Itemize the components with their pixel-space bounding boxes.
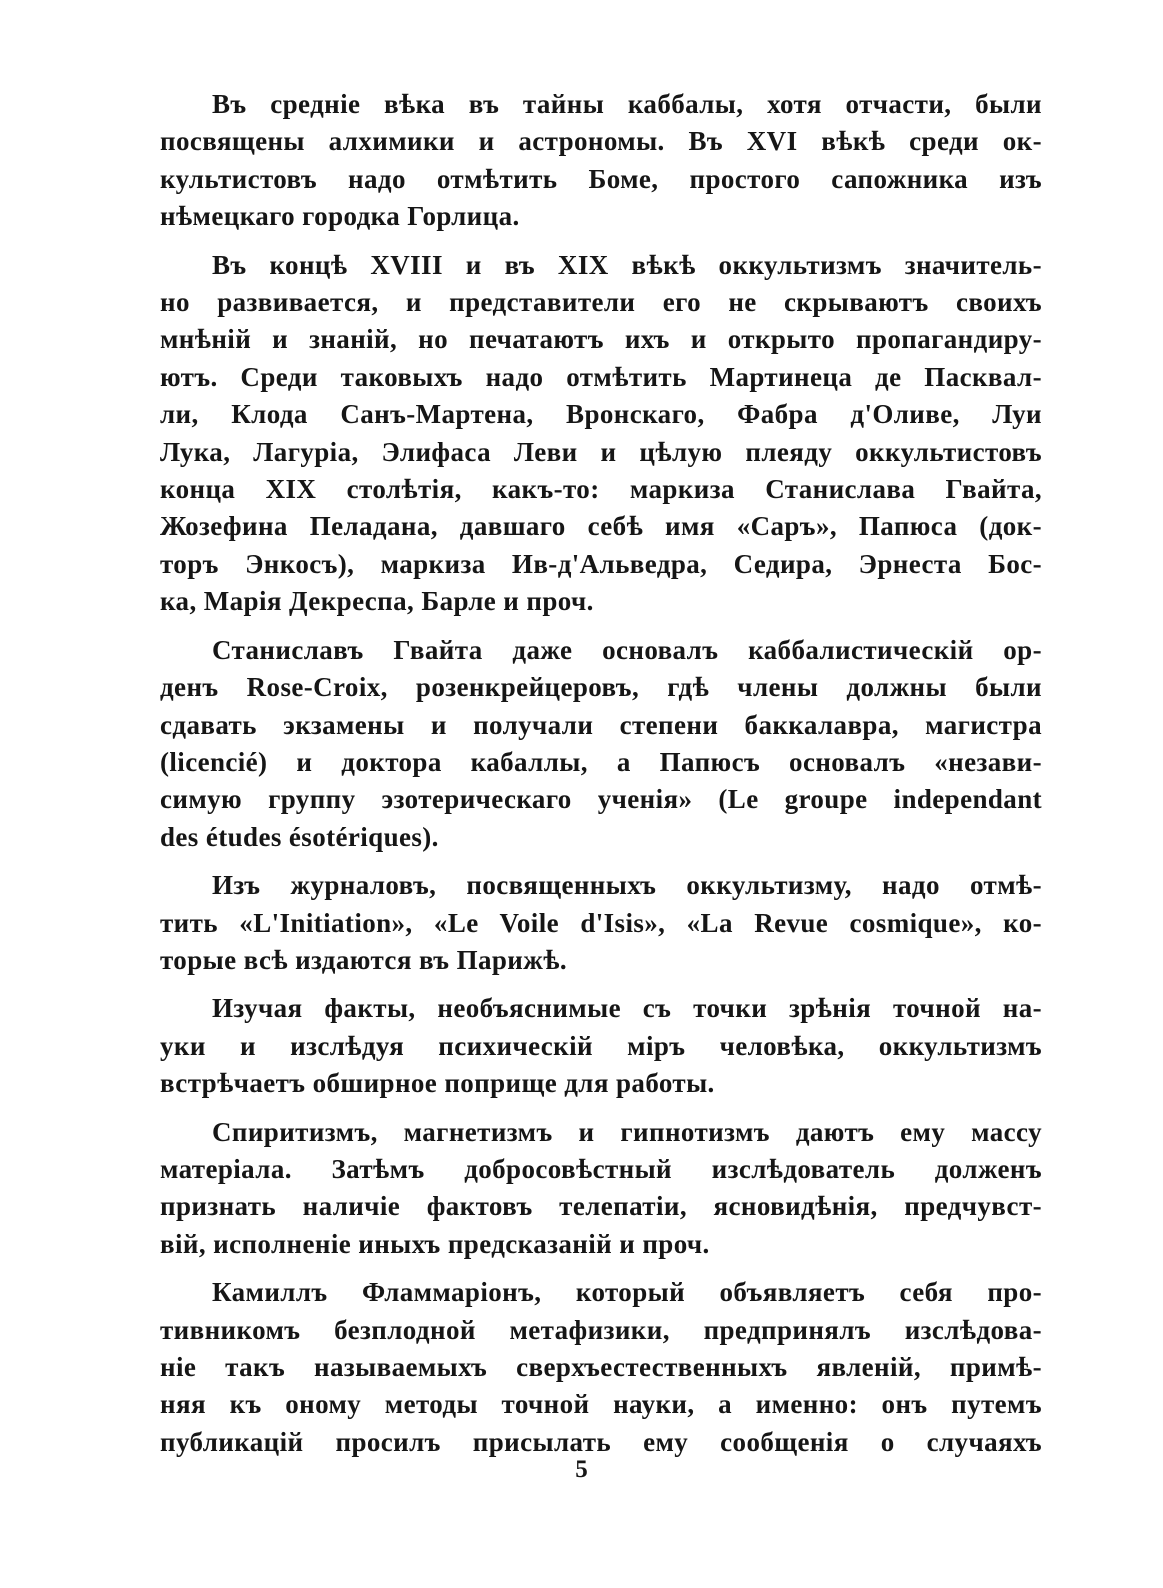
text-body bbox=[160, 86, 1042, 1472]
paragraph-2 bbox=[160, 247, 1042, 621]
text-line: тить «L'Initiation», «Le Voile d'Isis», «La Revue cosmique», ко- bbox=[160, 907, 1042, 938]
paragraph-7 bbox=[160, 1274, 1042, 1461]
paragraph-5 bbox=[160, 990, 1042, 1102]
text-line: ли, Клода Санъ-Мартена, Вронскаго, Фабра д'Оливе, Луи bbox=[160, 399, 1042, 430]
text-line: торъ Энкосъ), маркиза Ив-д'Альведра, Седира, Эрнеста Бос- bbox=[160, 548, 1042, 579]
text-line: уки и изслѣдуя психическій міръ человѣка, оккультизмъ bbox=[160, 1030, 1042, 1061]
text-line: культистовъ надо отмѣтить Боме, простого сапожника изъ bbox=[160, 163, 1042, 194]
text-line: матеріала. Затѣмъ добросовѣстный изслѣдователь долженъ bbox=[160, 1153, 1042, 1184]
paragraph-4 bbox=[160, 867, 1042, 979]
text-line: des études ésotériques). bbox=[160, 821, 439, 852]
text-line: конца XIX столѣтія, какъ-то: маркиза Станислава Гвайта, bbox=[160, 474, 1042, 505]
text-line: тивникомъ безплодной метафизики, предпринялъ изслѣдова- bbox=[160, 1314, 1042, 1345]
text-line: вій, исполненіе иныхъ предсказаній и проч. bbox=[160, 1228, 710, 1259]
text-line: мнѣній и знаній, но печатаютъ ихъ и открыто пропагандиру- bbox=[160, 324, 1042, 355]
text-line: ка, Марія Декреспа, Барле и проч. bbox=[160, 586, 594, 617]
text-line: публикацій просилъ присылать ему сообщенія о случаяхъ bbox=[160, 1426, 1042, 1457]
text-line: Въ концѣ XVIII и въ XIX вѣкѣ оккультизмъ значитель- bbox=[212, 249, 1042, 280]
paragraph-6 bbox=[160, 1114, 1042, 1264]
text-line: Изъ журналовъ, посвященныхъ оккультизму, надо отмѣ- bbox=[212, 870, 1042, 901]
text-line: Въ средніе вѣка въ тайны каббалы, хотя отчасти, были bbox=[212, 89, 1042, 119]
text-line: нѣмецкаго городка Горлица. bbox=[160, 201, 520, 232]
text-line: ніе такъ называемыхъ сверхъестественныхъ явленій, примѣ- bbox=[160, 1352, 1042, 1382]
text-line: Лука, Лагуріа, Элифаса Леви и цѣлую плеяду оккультистовъ bbox=[160, 436, 1042, 467]
text-line: Жозефина Пеладана, давшаго себѣ имя «Саръ», Папюса (док- bbox=[160, 511, 1042, 542]
text-line: симую группу эзотерическаго ученія» (Le groupe independant bbox=[160, 784, 1042, 815]
text-line: торые всѣ издаются въ Парижѣ. bbox=[160, 944, 567, 975]
page-number: 5 bbox=[575, 1456, 588, 1483]
text-line: ютъ. Среди таковыхъ надо отмѣтить Мартинеца де Пасквал- bbox=[160, 361, 1042, 392]
text-line: встрѣчаетъ обширное поприще для работы. bbox=[160, 1068, 715, 1099]
paragraph-1 bbox=[160, 86, 1042, 236]
text-line: посвящены алхимики и астрономы. Въ XVI вѣкѣ среди ок- bbox=[160, 126, 1042, 157]
text-line: Изучая факты, необъяснимые съ точки зрѣнія точной на- bbox=[212, 993, 1042, 1024]
text-line: Станиславъ Гвайта даже основалъ каббалистическій ор- bbox=[212, 634, 1042, 665]
text-line: но развивается, и представители его не скрываютъ своихъ bbox=[160, 287, 1042, 318]
text-line: денъ Rose-Croix, розенкрейцеровъ, гдѣ члены должны были bbox=[160, 672, 1042, 703]
text-line: признать наличіе фактовъ телепатіи, ясновидѣнія, предчувст- bbox=[160, 1191, 1042, 1222]
paragraph-3 bbox=[160, 632, 1042, 856]
text-line: (licencié) и доктора кабаллы, а Папюсъ основалъ «незави- bbox=[160, 746, 1042, 777]
text-line: няя къ оному методы точной науки, а именно: онъ путемъ bbox=[160, 1389, 1042, 1420]
text-line: Камиллъ Фламмаріонъ, который объявляетъ себя про- bbox=[212, 1277, 1042, 1308]
text-line: Спиритизмъ, магнетизмъ и гипнотизмъ даютъ ему массу bbox=[212, 1116, 1042, 1147]
text-line: сдавать экзамены и получали степени баккалавра, магистра bbox=[160, 709, 1042, 740]
